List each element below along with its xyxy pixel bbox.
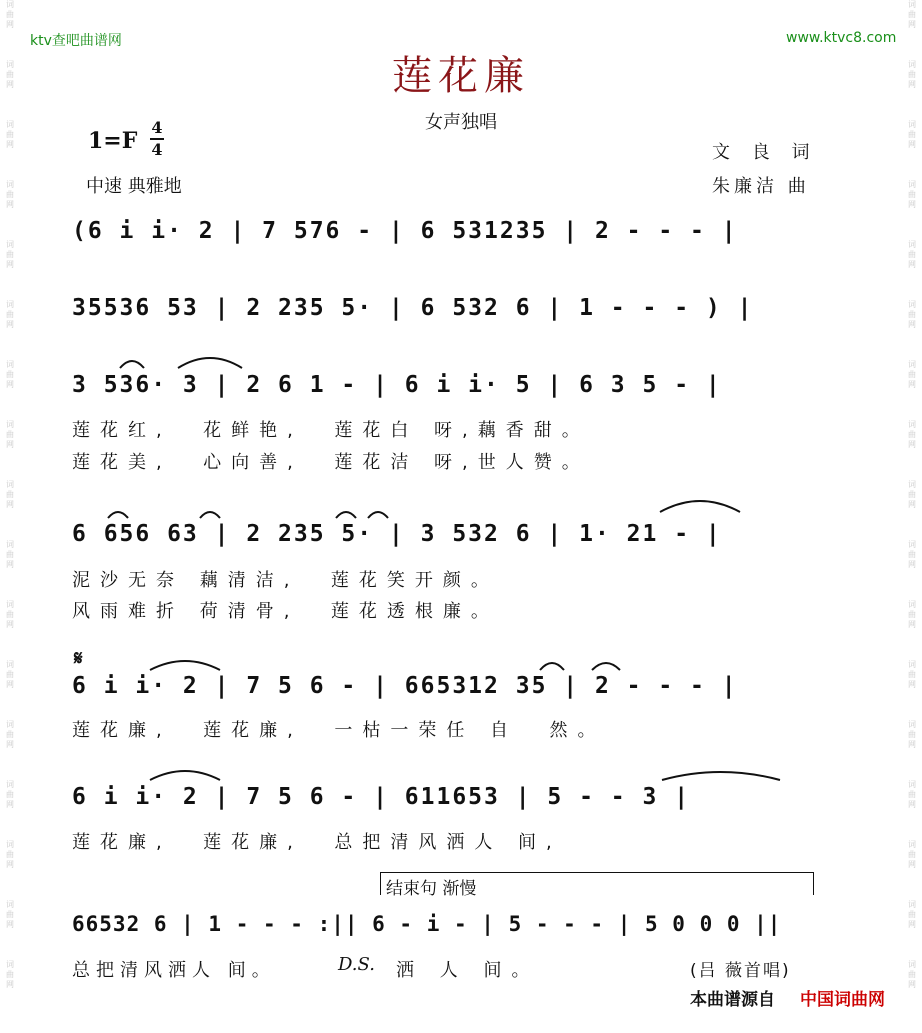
watermark-glyph: 网 [6,620,14,629]
slur [108,512,128,518]
site-name-left[interactable]: ktv查吧曲谱网 [30,33,122,49]
watermark-glyph: 词 [908,420,916,429]
watermark-glyph: 词 [6,60,14,69]
lyric-line-6: 莲花廉, 莲花廉, 总把清风洒人 间, [72,832,562,853]
notes-line-5: 6 i i· 2 | 7 5 6 - | 665312 35 | 2 - - - | [72,673,738,699]
lyric-line-3-verse-2: 莲花美, 心向善, 莲花洁 呀,世人赞。 [72,452,590,473]
watermark-glyph: 曲 [908,250,916,259]
slur [662,772,780,780]
watermark-glyph: 网 [6,500,14,509]
slur [592,663,620,670]
watermark-glyph: 曲 [908,850,916,859]
watermark-glyph: 曲 [6,730,14,739]
notes-line-2: 35536 53 | 2 235 5· | 6 532 6 | 1 - - - ) | [72,295,754,321]
watermark-glyph: 词 [908,120,916,129]
watermark-glyph: 曲 [908,10,916,19]
watermark-glyph: 网 [6,440,14,449]
watermark-glyph: 词 [6,720,14,729]
watermark-glyph: 网 [6,800,14,809]
composer-credit: 朱廉洁 曲 [712,176,810,197]
watermark-glyph: 网 [908,560,916,569]
key-signature: 1=F [88,128,138,154]
watermark-glyph: 曲 [908,370,916,379]
notes-line-1: (6 i i· 2 | 7 576 - | 6 531235 | 2 - - - | [72,218,738,244]
watermark-glyph: 曲 [6,430,14,439]
watermark-glyph: 网 [6,740,14,749]
slur [336,512,356,518]
watermark-glyph: 曲 [908,430,916,439]
watermark-glyph: 曲 [6,10,14,19]
watermark-glyph: 曲 [6,670,14,679]
watermark-glyph: 网 [6,380,14,389]
watermark-glyph: 网 [908,80,916,89]
watermark-glyph: 网 [908,800,916,809]
watermark-glyph: 网 [908,620,916,629]
watermark-glyph: 曲 [908,190,916,199]
lyric-line-4-verse-2: 风雨难折 荷清骨, 莲花透根廉。 [72,601,499,622]
watermark-glyph: 词 [908,600,916,609]
watermark-glyph: 曲 [6,250,14,259]
song-subtitle: 女声独唱 [425,112,497,133]
watermark-glyph: 曲 [908,310,916,319]
slur [150,661,220,670]
watermark-glyph: 网 [6,560,14,569]
watermark-glyph: 网 [908,260,916,269]
lyricist-credit: 文 良 词 [712,142,818,163]
watermark-glyph: 词 [908,780,916,789]
notes-line-7: 66532 6 | 1 - - - :|| 6 - i - | 5 - - - | 5 0 0 0 || [72,912,782,936]
watermark-glyph: 网 [908,200,916,209]
watermark-glyph: 曲 [6,130,14,139]
watermark-glyph: 词 [908,300,916,309]
watermark-glyph: 曲 [908,490,916,499]
watermark-glyph: 词 [908,840,916,849]
watermark-glyph: 词 [908,180,916,189]
watermark-glyph: 曲 [908,550,916,559]
watermark-glyph: 词 [6,360,14,369]
watermark-glyph: 网 [908,680,916,689]
tempo-marking: 中速 典雅地 [86,176,182,197]
watermark-glyph: 网 [6,200,14,209]
ds-lyrics: 洒 人 间。 [396,960,540,981]
watermark-glyph: 词 [6,600,14,609]
watermark-glyph: 词 [908,720,916,729]
watermark-glyph: 网 [6,260,14,269]
song-title: 莲花廉 [392,53,530,99]
watermark-glyph: 词 [6,120,14,129]
watermark-glyph: 网 [908,740,916,749]
watermark-glyph: 词 [6,0,14,9]
watermark-glyph: 曲 [908,970,916,979]
watermark-glyph: 曲 [908,910,916,919]
watermark-glyph: 网 [6,680,14,689]
watermark-glyph: 曲 [6,610,14,619]
watermark-glyph: 曲 [908,670,916,679]
watermark-glyph: 网 [908,20,916,29]
watermark-glyph: 曲 [908,610,916,619]
watermark-glyph: 词 [6,180,14,189]
watermark-glyph: 词 [6,480,14,489]
watermark-glyph: 词 [908,360,916,369]
watermark-glyph: 词 [6,420,14,429]
watermark-glyph: 词 [6,780,14,789]
watermark-glyph: 网 [6,140,14,149]
watermark-glyph: 曲 [6,910,14,919]
watermark-glyph: 网 [6,920,14,929]
watermark-glyph: 曲 [6,970,14,979]
lyric-line-3-verse-1: 莲花红, 花鲜艳, 莲花白 呀,藕香甜。 [72,420,590,441]
ending-label: 结束句 渐慢 [386,879,477,899]
watermark-glyph: 词 [908,540,916,549]
singer-credit: (吕 薇首唱) [690,961,791,981]
lyric-line-4-verse-1: 泥沙无奈 藕清洁, 莲花笑开颜。 [72,570,499,591]
notes-line-3: 3 536· 3 | 2 6 1 - | 6 i i· 5 | 6 3 5 - | [72,372,722,398]
footer-source-label: 本曲谱源自 [690,990,775,1010]
watermark-glyph: 网 [908,320,916,329]
watermark-glyph: 词 [908,900,916,909]
watermark-glyph: 网 [6,320,14,329]
watermark-glyph: 网 [908,380,916,389]
watermark-glyph: 网 [908,920,916,929]
watermark-glyph: 网 [908,980,916,989]
footer-source-link[interactable]: 中国词曲网 [800,990,885,1010]
watermark-glyph: 曲 [6,550,14,559]
notes-line-4: 6 656 63 | 2 235 5· | 3 532 6 | 1· 21 - | [72,521,722,547]
site-url-right[interactable]: www.ktvc8.com [786,30,897,46]
watermark-glyph: 曲 [6,190,14,199]
slur [660,501,740,512]
watermark-glyph: 网 [6,80,14,89]
watermark-glyph: 网 [908,860,916,869]
watermark-glyph: 网 [6,980,14,989]
slur [150,771,220,780]
watermark-glyph: 曲 [6,790,14,799]
watermark-glyph: 词 [6,540,14,549]
watermark-glyph: 词 [6,900,14,909]
watermark-glyph: 曲 [6,850,14,859]
watermark-glyph: 词 [6,960,14,969]
watermark-glyph: 词 [6,840,14,849]
watermark-glyph: 词 [908,960,916,969]
watermark-glyph: 网 [908,140,916,149]
watermark-glyph: 词 [908,60,916,69]
watermark-glyph: 词 [908,660,916,669]
watermark-glyph: 网 [908,440,916,449]
watermark-glyph: 网 [6,20,14,29]
lyric-line-7: 总把清风洒人 间。 [72,960,276,981]
watermark-glyph: 词 [908,480,916,489]
watermark-glyph: 曲 [6,310,14,319]
watermark-glyph: 曲 [908,730,916,739]
slur [540,663,564,670]
watermark-glyph: 网 [908,500,916,509]
time-signature-top: 4 [151,118,163,137]
lyric-line-5: 莲花廉, 莲花廉, 一枯一荣任 自 然。 [72,720,606,741]
watermark-glyph: 词 [6,300,14,309]
watermark-glyph: 曲 [908,790,916,799]
slur [178,358,242,368]
watermark-glyph: 曲 [908,130,916,139]
slur [200,512,220,518]
watermark-glyph: 词 [6,660,14,669]
watermark-glyph: 曲 [6,370,14,379]
notes-line-6: 6 i i· 2 | 7 5 6 - | 611653 | 5 - - 3 | [72,784,691,810]
watermark-glyph: 曲 [6,70,14,79]
watermark-glyph: 曲 [6,490,14,499]
dal-segno-mark: D.S. [338,954,375,975]
watermark-glyph: 词 [6,240,14,249]
segno-sign: 𝄋 [74,646,83,670]
watermark-glyph: 词 [908,240,916,249]
watermark-glyph: 网 [6,860,14,869]
slur [120,361,144,368]
slur [368,512,388,518]
time-signature-bottom: 4 [151,140,163,159]
watermark-glyph: 词 [908,0,916,9]
watermark-glyph: 曲 [908,70,916,79]
